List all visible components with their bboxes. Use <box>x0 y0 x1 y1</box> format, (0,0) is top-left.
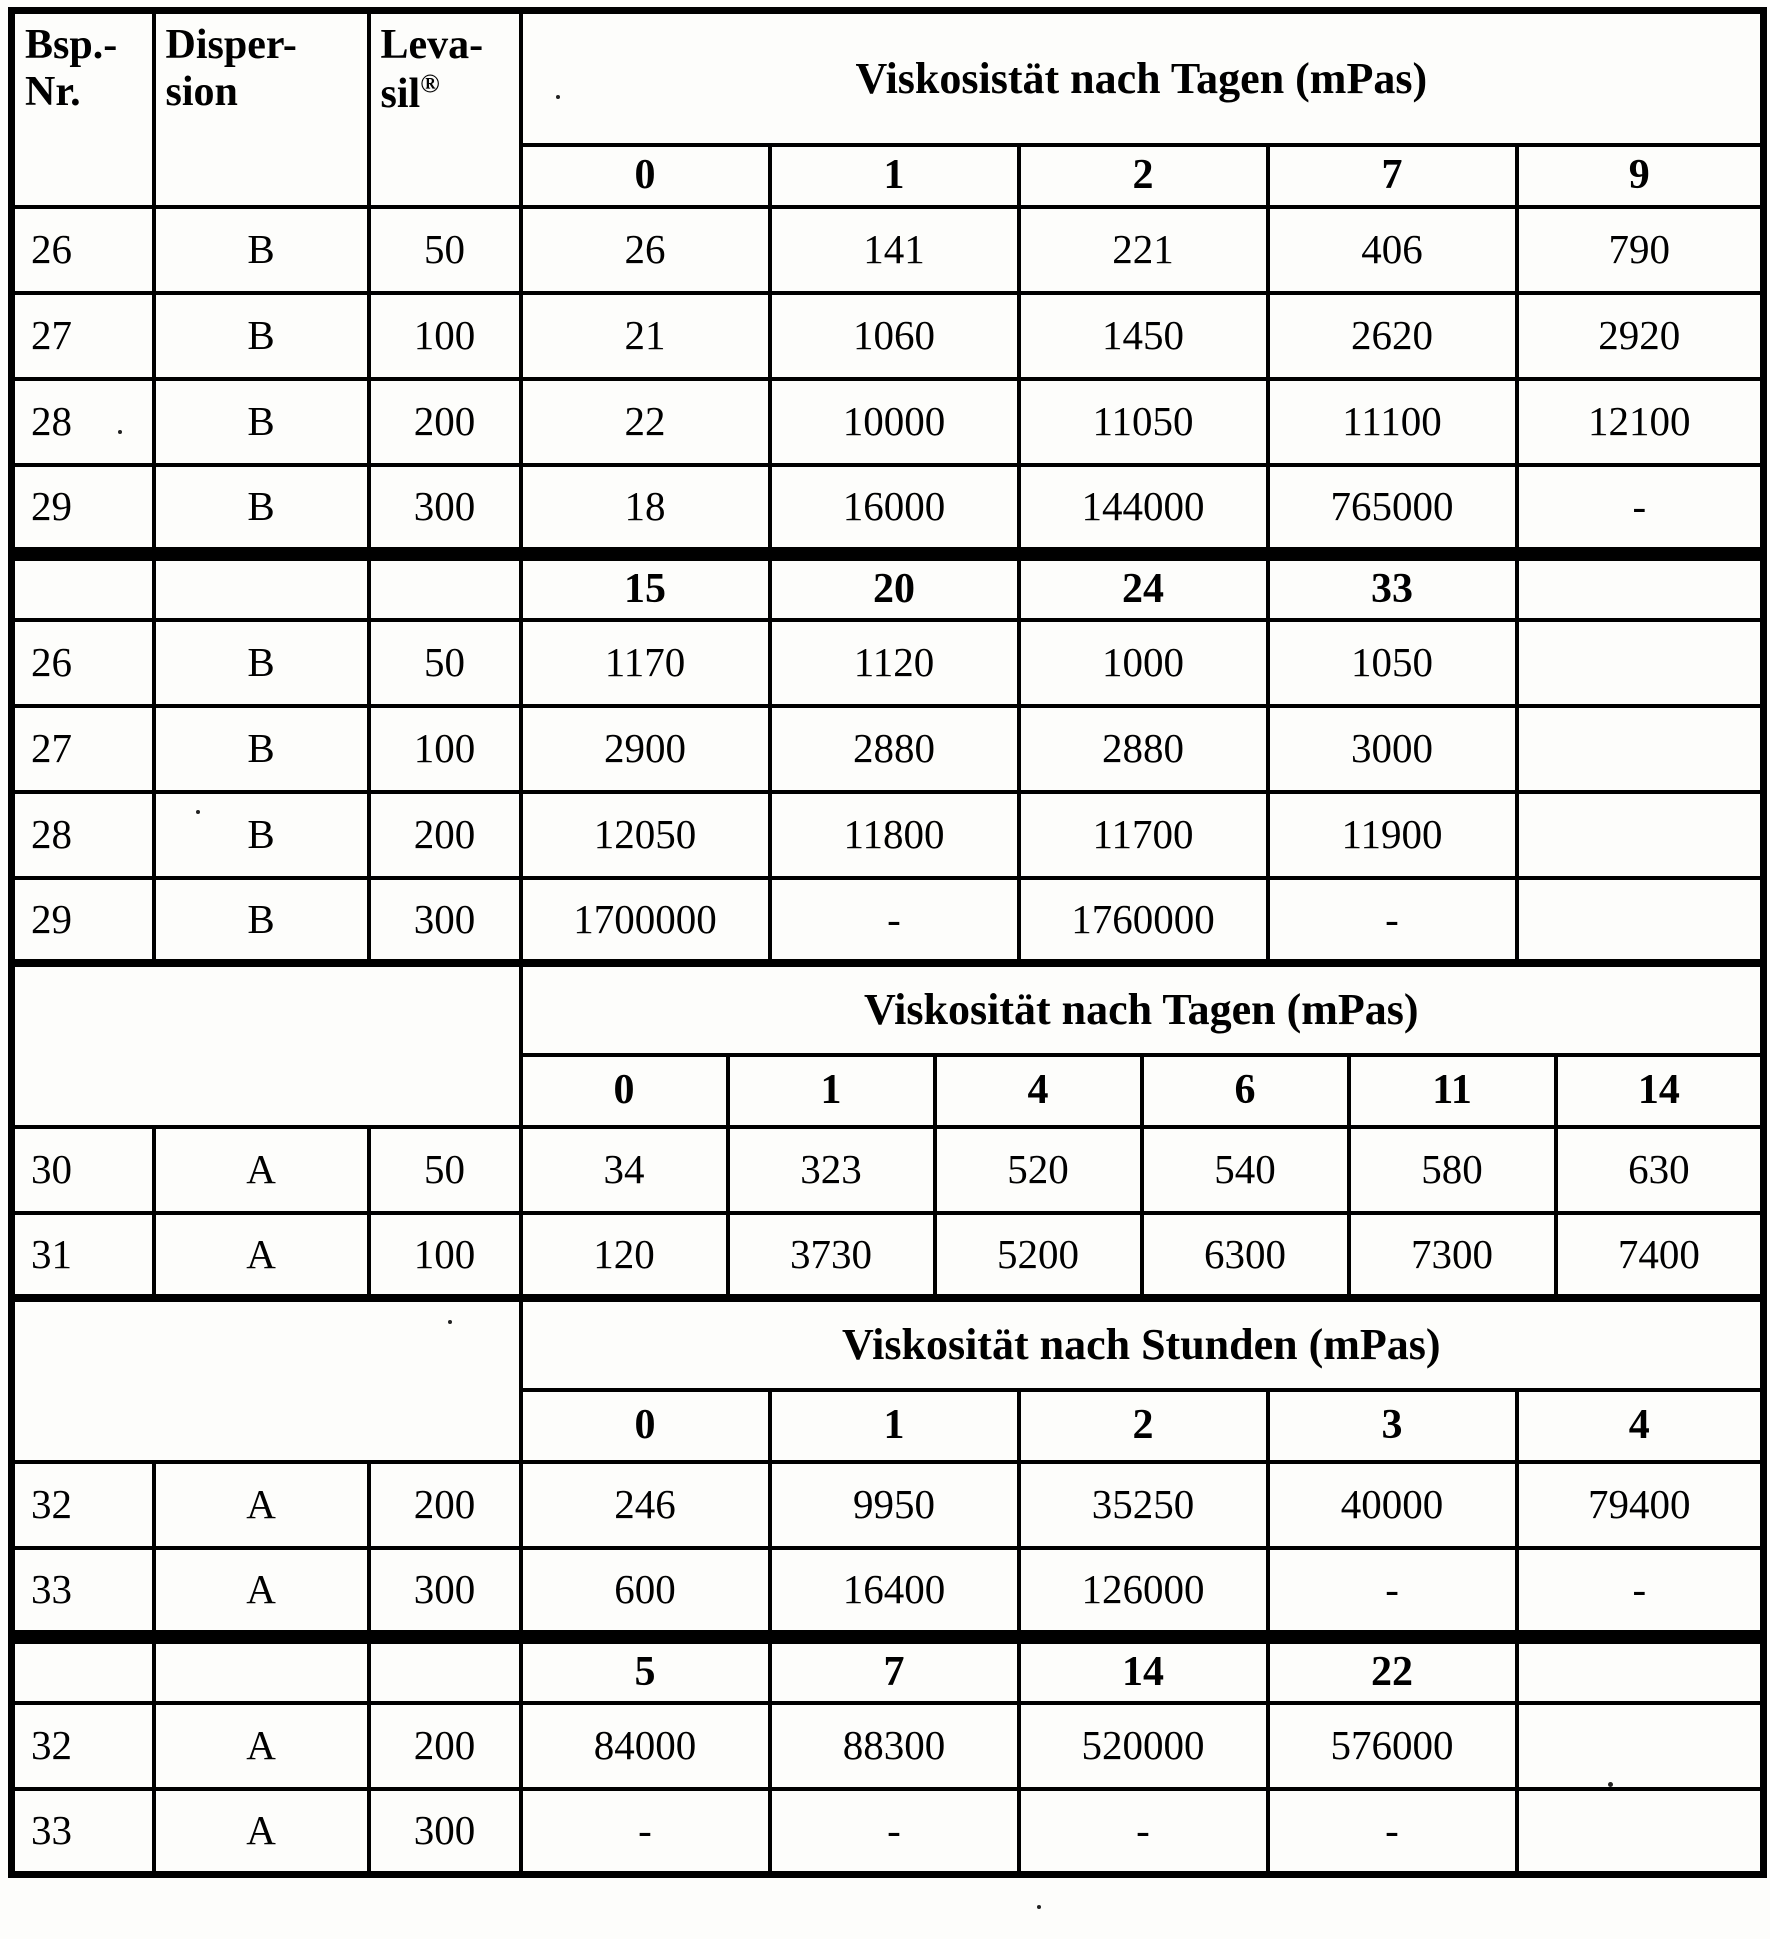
section1-title: Viskosistät nach Tagen (mPas) <box>521 11 1764 145</box>
day-header: 2 <box>1019 145 1268 207</box>
viscosity-value-cell: 21 <box>521 293 770 379</box>
viscosity-value-cell: 1760000 <box>1019 878 1268 964</box>
viscosity-value-cell: 11100 <box>1268 379 1517 465</box>
col-header-levasil <box>369 11 521 207</box>
hour-header: 22 <box>1268 1641 1517 1703</box>
scan-artifact-dot <box>1608 1782 1613 1787</box>
table-row <box>12 620 1764 706</box>
viscosity-value-cell: 141 <box>770 207 1019 293</box>
bsp-nr-cell: 26 <box>12 207 154 293</box>
dispersion-cell: A <box>154 1703 369 1789</box>
hour-header: 2 <box>1019 1390 1268 1462</box>
viscosity-value-cell: 22 <box>521 379 770 465</box>
viscosity-table-section-3 <box>8 959 1767 1302</box>
bsp-nr-cell: 29 <box>12 878 154 964</box>
viscosity-value-cell: 3000 <box>1268 706 1517 792</box>
dispersion-cell: B <box>154 207 369 293</box>
levasil-line1: Leva- <box>380 22 484 68</box>
bsp-nr-cell: 33 <box>12 1789 154 1875</box>
table-row <box>12 1789 1764 1875</box>
empty-header-cell <box>1517 1641 1764 1703</box>
hour-header: 5 <box>521 1641 770 1703</box>
hour-header: 0 <box>521 1390 770 1462</box>
levasil-cell: 300 <box>369 1548 521 1634</box>
day-header: 9 <box>1517 145 1764 207</box>
hour-header: 4 <box>1517 1390 1764 1462</box>
viscosity-value-cell: - <box>1019 1789 1268 1875</box>
viscosity-value-cell: 120 <box>521 1213 728 1299</box>
viscosity-value-cell: 26 <box>521 207 770 293</box>
viscosity-value-cell: 3730 <box>728 1213 935 1299</box>
viscosity-value-cell: 246 <box>521 1462 770 1548</box>
empty-cell <box>12 558 154 620</box>
day-header: 6 <box>1142 1055 1349 1127</box>
viscosity-value-cell: - <box>1517 1548 1764 1634</box>
day-header: 20 <box>770 558 1019 620</box>
bsp-nr-cell: 26 <box>12 620 154 706</box>
viscosity-value-cell: 221 <box>1019 207 1268 293</box>
day-header: 24 <box>1019 558 1268 620</box>
viscosity-value-cell: 2920 <box>1517 293 1764 379</box>
viscosity-value-cell: 79400 <box>1517 1462 1764 1548</box>
viscosity-value-cell: 1060 <box>770 293 1019 379</box>
scan-artifact-dot <box>448 1320 452 1324</box>
viscosity-value-cell: 88300 <box>770 1703 1019 1789</box>
bsp-nr-cell: 31 <box>12 1213 154 1299</box>
viscosity-value-cell: - <box>1517 465 1764 551</box>
bsp-nr-cell: 33 <box>12 1548 154 1634</box>
viscosity-value-cell: 600 <box>521 1548 770 1634</box>
dispersion-cell: A <box>154 1127 369 1213</box>
viscosity-value-cell: 126000 <box>1019 1548 1268 1634</box>
empty-cell <box>1517 792 1764 878</box>
table-row <box>12 465 1764 551</box>
hour-header: 3 <box>1268 1390 1517 1462</box>
viscosity-value-cell: 34 <box>521 1127 728 1213</box>
levasil-cell: 100 <box>369 706 521 792</box>
table-row <box>12 706 1764 792</box>
viscosity-table-section-1 <box>8 7 1767 554</box>
empty-cell <box>1517 1703 1764 1789</box>
viscosity-value-cell: 11050 <box>1019 379 1268 465</box>
viscosity-value-cell: 1450 <box>1019 293 1268 379</box>
dispersion-cell: A <box>154 1213 369 1299</box>
viscosity-value-cell: 11900 <box>1268 792 1517 878</box>
levasil-cell: 50 <box>369 1127 521 1213</box>
scan-artifact-dot <box>196 810 200 814</box>
viscosity-value-cell: 2880 <box>1019 706 1268 792</box>
bsp-nr-cell: 32 <box>12 1462 154 1548</box>
table-row <box>12 792 1764 878</box>
viscosity-value-cell: - <box>521 1789 770 1875</box>
hour-header: 1 <box>770 1390 1019 1462</box>
viscosity-value-cell: 5200 <box>935 1213 1142 1299</box>
viscosity-value-cell: - <box>770 1789 1019 1875</box>
viscosity-value-cell: 9950 <box>770 1462 1019 1548</box>
table-row <box>12 207 1764 293</box>
day-header: 33 <box>1268 558 1517 620</box>
viscosity-value-cell: 144000 <box>1019 465 1268 551</box>
dispersion-cell: B <box>154 620 369 706</box>
hour-header: 7 <box>770 1641 1019 1703</box>
viscosity-value-cell: 12050 <box>521 792 770 878</box>
table-row <box>12 1127 1764 1213</box>
viscosity-value-cell: 790 <box>1517 207 1764 293</box>
table-row <box>12 1462 1764 1548</box>
empty-cell <box>369 558 521 620</box>
day-header: 1 <box>728 1055 935 1127</box>
scan-artifact-dot <box>1037 1905 1041 1909</box>
day-header: 15 <box>521 558 770 620</box>
viscosity-value-cell: - <box>1268 1548 1517 1634</box>
viscosity-value-cell: 1050 <box>1268 620 1517 706</box>
col-header-bsp-nr: Bsp.- Nr. <box>12 11 154 207</box>
empty-cell <box>1517 1789 1764 1875</box>
table-row <box>12 1548 1764 1634</box>
levasil-cell: 200 <box>369 1462 521 1548</box>
viscosity-value-cell: - <box>770 878 1019 964</box>
dispersion-cell: A <box>154 1548 369 1634</box>
bsp-nr-cell: 28 <box>12 379 154 465</box>
dispersion-cell: B <box>154 379 369 465</box>
dispersion-cell: B <box>154 878 369 964</box>
bsp-nr-cell: 27 <box>12 293 154 379</box>
day-header: 1 <box>770 145 1019 207</box>
levasil-cell: 100 <box>369 1213 521 1299</box>
dispersion-cell: A <box>154 1789 369 1875</box>
viscosity-value-cell: 16400 <box>770 1548 1019 1634</box>
day-header: 14 <box>1556 1055 1764 1127</box>
viscosity-value-cell: 11700 <box>1019 792 1268 878</box>
levasil-cell: 300 <box>369 878 521 964</box>
viscosity-value-cell: 765000 <box>1268 465 1517 551</box>
day-header: 0 <box>521 145 770 207</box>
viscosity-value-cell: 2620 <box>1268 293 1517 379</box>
viscosity-value-cell: 18 <box>521 465 770 551</box>
empty-cell <box>369 1641 521 1703</box>
empty-cell <box>1517 706 1764 792</box>
levasil-cell: 200 <box>369 379 521 465</box>
dispersion-cell: B <box>154 706 369 792</box>
day-header: 7 <box>1268 145 1517 207</box>
viscosity-value-cell: 11800 <box>770 792 1019 878</box>
viscosity-value-cell: 84000 <box>521 1703 770 1789</box>
empty-cell <box>1517 878 1764 964</box>
bsp-nr-cell: 32 <box>12 1703 154 1789</box>
day-header: 4 <box>935 1055 1142 1127</box>
levasil-cell: 300 <box>369 1789 521 1875</box>
levasil-cell: 200 <box>369 1703 521 1789</box>
viscosity-value-cell: 12100 <box>1517 379 1764 465</box>
dispersion-cell: B <box>154 293 369 379</box>
empty-corner-cell <box>12 963 521 1127</box>
scan-artifact-dot <box>556 95 560 99</box>
table-row <box>12 878 1764 964</box>
viscosity-value-cell: 576000 <box>1268 1703 1517 1789</box>
table-row <box>12 1703 1764 1789</box>
registered-trademark-symbol: ® <box>420 69 440 99</box>
hour-header: 14 <box>1019 1641 1268 1703</box>
viscosity-table-section-4 <box>8 1294 1767 1637</box>
levasil-line2: sil <box>380 71 421 118</box>
viscosity-value-cell: 6300 <box>1142 1213 1349 1299</box>
bsp-nr-cell: 29 <box>12 465 154 551</box>
levasil-cell: 100 <box>369 293 521 379</box>
viscosity-value-cell: 35250 <box>1019 1462 1268 1548</box>
viscosity-value-cell: 16000 <box>770 465 1019 551</box>
viscosity-value-cell: 1000 <box>1019 620 1268 706</box>
viscosity-value-cell: 1170 <box>521 620 770 706</box>
empty-cell <box>1517 620 1764 706</box>
scan-artifact-dot <box>118 430 122 434</box>
empty-cell <box>12 1641 154 1703</box>
viscosity-value-cell: - <box>1268 1789 1517 1875</box>
day-header: 0 <box>521 1055 728 1127</box>
bsp-nr-cell: 30 <box>12 1127 154 1213</box>
table-row <box>12 1213 1764 1299</box>
viscosity-table-section-2 <box>8 554 1767 967</box>
empty-corner-cell <box>12 1298 521 1462</box>
dispersion-cell: A <box>154 1462 369 1548</box>
table-row <box>12 379 1764 465</box>
viscosity-value-cell: 2900 <box>521 706 770 792</box>
dispersion-cell: B <box>154 792 369 878</box>
empty-cell <box>154 558 369 620</box>
viscosity-value-cell: 520000 <box>1019 1703 1268 1789</box>
viscosity-value-cell: 406 <box>1268 207 1517 293</box>
day-header: 11 <box>1349 1055 1556 1127</box>
viscosity-value-cell: 1120 <box>770 620 1019 706</box>
viscosity-value-cell: 2880 <box>770 706 1019 792</box>
empty-header-cell <box>1517 558 1764 620</box>
viscosity-value-cell: 540 <box>1142 1127 1349 1213</box>
viscosity-table-section-5 <box>8 1637 1767 1878</box>
table-row <box>12 293 1764 379</box>
viscosity-value-cell: 580 <box>1349 1127 1556 1213</box>
levasil-cell: 50 <box>369 207 521 293</box>
levasil-cell: 300 <box>369 465 521 551</box>
levasil-cell: 50 <box>369 620 521 706</box>
viscosity-value-cell: - <box>1268 878 1517 964</box>
viscosity-value-cell: 1700000 <box>521 878 770 964</box>
viscosity-value-cell: 630 <box>1556 1127 1764 1213</box>
section4-title: Viskosität nach Stunden (mPas) <box>521 1298 1764 1390</box>
viscosity-value-cell: 323 <box>728 1127 935 1213</box>
bsp-nr-cell: 28 <box>12 792 154 878</box>
bsp-nr-cell: 27 <box>12 706 154 792</box>
empty-cell <box>154 1641 369 1703</box>
section3-title: Viskosität nach Tagen (mPas) <box>521 963 1764 1055</box>
levasil-cell: 200 <box>369 792 521 878</box>
dispersion-cell: B <box>154 465 369 551</box>
viscosity-value-cell: 7300 <box>1349 1213 1556 1299</box>
viscosity-value-cell: 520 <box>935 1127 1142 1213</box>
col-header-dispersion: Disper- sion <box>154 11 369 207</box>
viscosity-value-cell: 40000 <box>1268 1462 1517 1548</box>
viscosity-value-cell: 10000 <box>770 379 1019 465</box>
viscosity-value-cell: 7400 <box>1556 1213 1764 1299</box>
